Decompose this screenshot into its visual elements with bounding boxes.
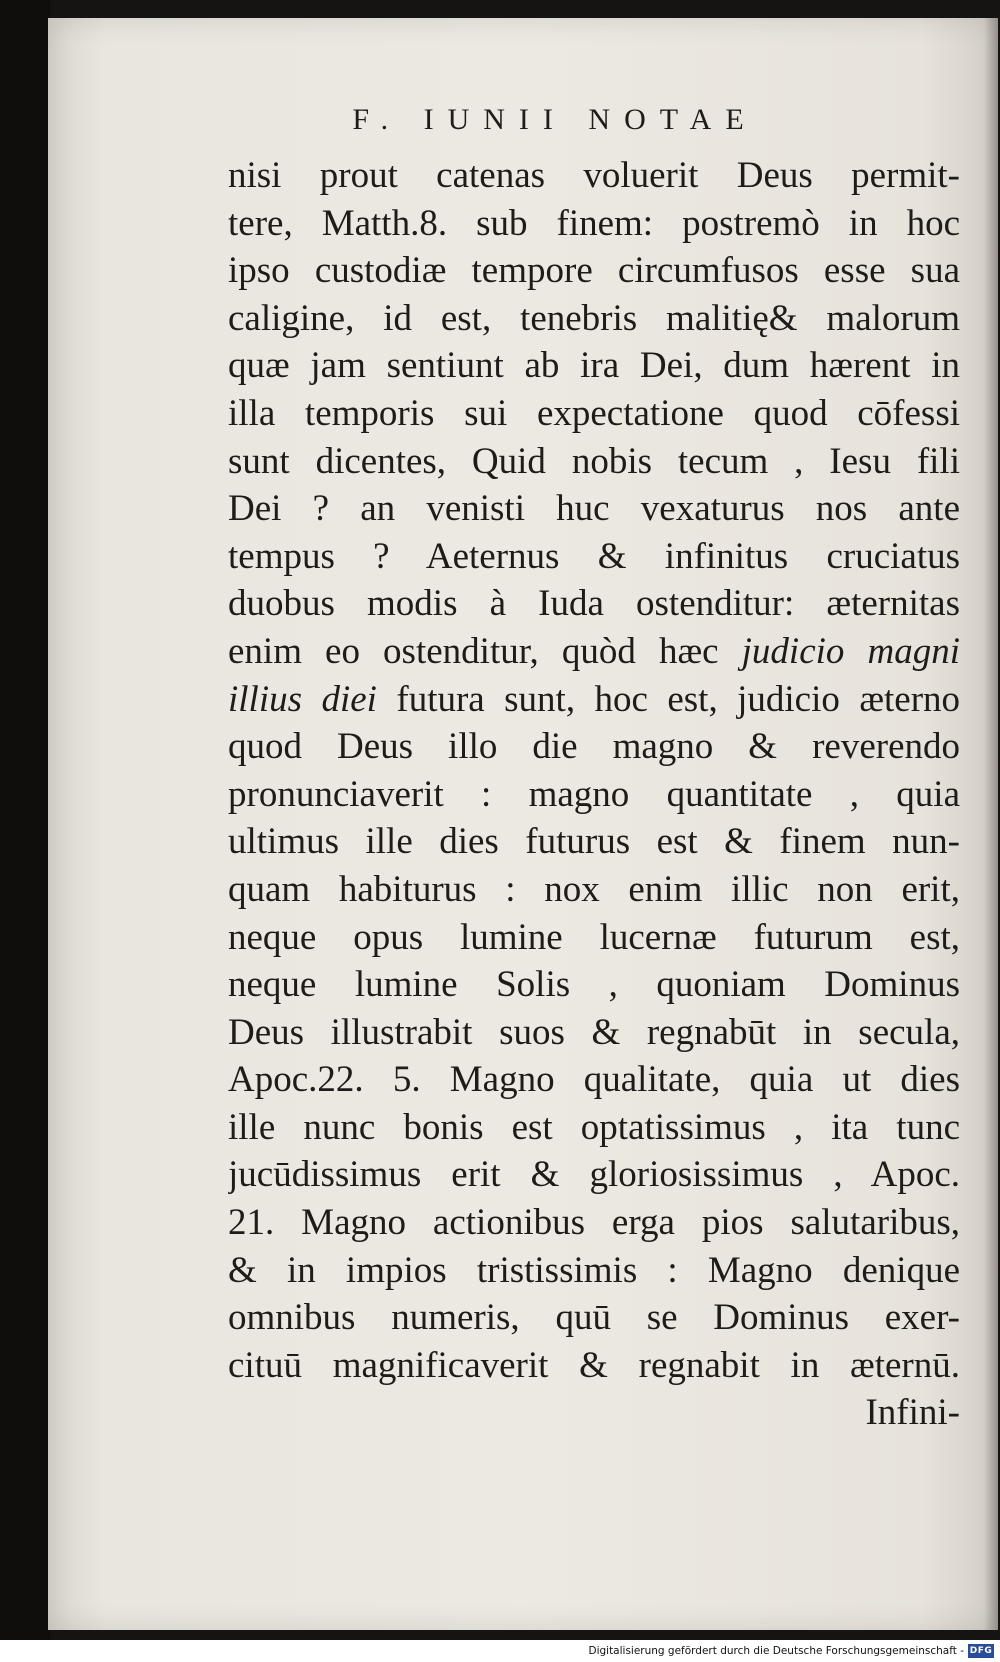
- text-line-22: jucūdissimus erit & gloriosissimus , Apoc.: [228, 1154, 960, 1196]
- text-line-5: quæ jam sentiunt ab ira Dei, dum hærent in: [228, 345, 960, 387]
- text-line-11: [228, 628, 960, 676]
- text-line-2: tere, Matth.8. sub finem: postremò in hoc: [228, 202, 960, 244]
- text-line-8: Dei ? an venisti huc vexaturus nos ante: [228, 488, 960, 530]
- text-line-11-roman: enim eo ostenditur, quòd hæc: [228, 630, 719, 672]
- text-line-16: quam habiturus : nox enim illic non erit,: [228, 868, 960, 910]
- text-line-7: sunt dicentes, Quid nobis tecum , Iesu fili: [228, 440, 960, 482]
- text-line-21: ille nunc bonis est optatissimus , ita tunc: [228, 1106, 960, 1148]
- text-line-13: quod Deus illo die magno & reverendo: [228, 726, 960, 768]
- text-line-24: & in impios tristissimis : Magno denique: [228, 1249, 960, 1291]
- text-line-4: caligine, id est, tenebris malitię& malorum: [228, 297, 960, 339]
- catchword: Infini-: [865, 1392, 960, 1434]
- text-line-26: cituū magnificaverit & regnabit in æternū.: [228, 1344, 960, 1386]
- text-line-1: nisi prout catenas voluerit Deus permit-: [228, 155, 960, 196]
- running-head: F. IUNII NOTAE: [352, 103, 758, 136]
- text-line-3: ipso custodiæ tempore circumfusos esse sua: [228, 250, 960, 292]
- text-line-18: neque lumine Solis , quoniam Dominus: [228, 964, 960, 1006]
- text-line-14: pronunciaverit : magno quantitate , quia: [228, 773, 960, 815]
- text-line-20: Apoc.22. 5. Magno qualitate, quia ut dies: [228, 1059, 960, 1101]
- italic-phrase-2: illius diei: [228, 678, 377, 720]
- text-line-12-roman: futura sunt, hoc est, judicio æterno: [396, 678, 960, 720]
- text-line-23: 21. Magno actionibus erga pios salutaribus,: [228, 1202, 960, 1244]
- text-line-10: duobus modis à Iuda ostenditur: æternitas: [228, 583, 960, 625]
- text-line-9: tempus ? Aeternus & infinitus cruciatus: [228, 535, 960, 577]
- italic-phrase-1: judicio magni: [741, 630, 960, 672]
- text-line-6: illa temporis sui expectatione quod cōfessi: [228, 392, 960, 434]
- footer-bar: [0, 1640, 1000, 1662]
- text-line-17: neque opus lumine lucernæ futurum est,: [228, 916, 960, 958]
- text-line-12: [228, 676, 960, 724]
- body-text: [228, 152, 960, 1437]
- scanner-background: [0, 0, 50, 1662]
- footer-credit: Digitalisierung gefördert durch die Deutsche Forschungsgemeinschaft -: [588, 1645, 964, 1657]
- text-line-19: Deus illustrabit suos & regnabūt in secula,: [228, 1011, 960, 1053]
- dfg-logo-icon: DFG: [969, 1646, 993, 1656]
- text-line-25: omnibus numeris, quū se Dominus exer-: [228, 1297, 960, 1339]
- text-line-15: ultimus ille dies futurus est & finem nun-: [228, 821, 960, 863]
